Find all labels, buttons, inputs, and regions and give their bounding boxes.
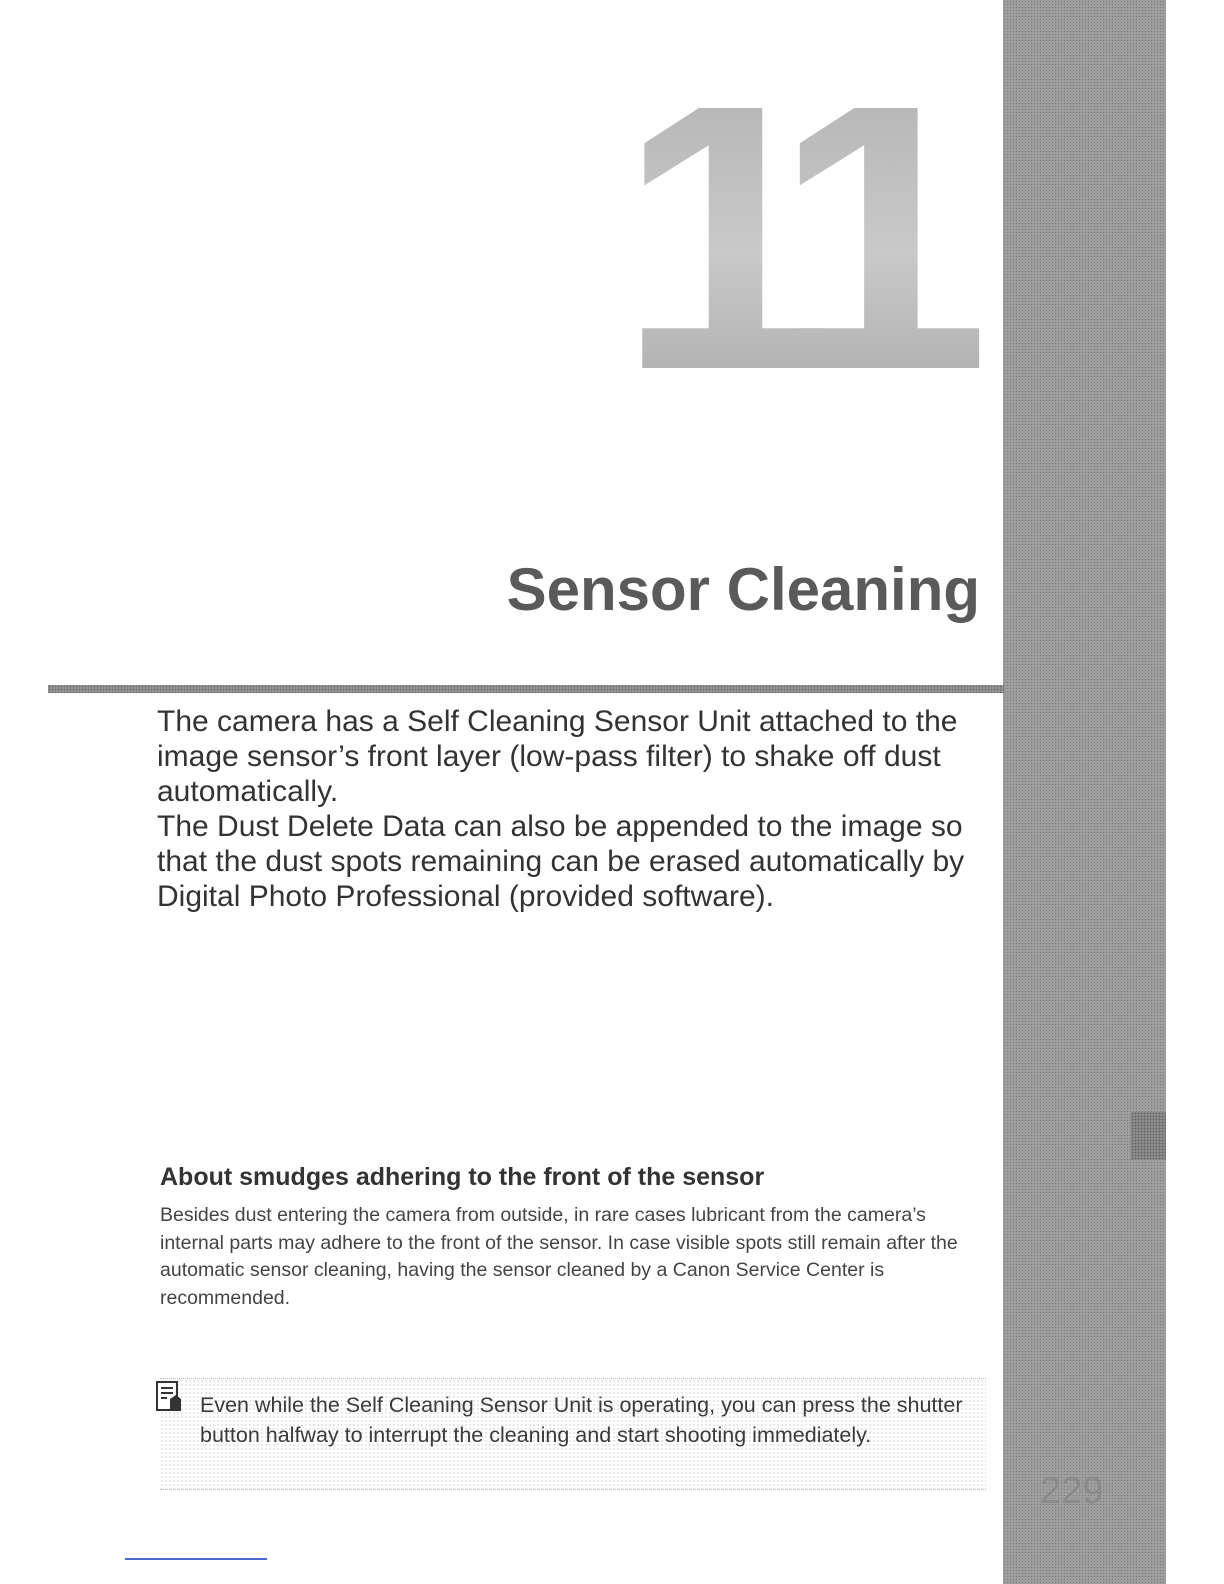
title-divider bbox=[48, 685, 1004, 693]
chapter-number: 11 bbox=[560, 108, 990, 428]
memo-box bbox=[160, 1378, 986, 1490]
note-body: Besides dust entering the camera from outside, in rare cases lubricant from the camera’s internal parts may adhere to the front of the sensor. In case visible spots still remain after the automatic sensor cleaning, having the sensor cleaned by a Canon Service Center is recommended. bbox=[160, 1204, 958, 1309]
chapter-title: Sensor Cleaning bbox=[506, 556, 980, 624]
intro-paragraph-2: The Dust Delete Data can also be appended to the image so that the dust spots remaining can be erased automatically by Digital Photo Professional (provided software). bbox=[157, 810, 965, 913]
chapter-tab-marker bbox=[1131, 1112, 1166, 1160]
memo-icon bbox=[156, 1381, 182, 1413]
intro-text bbox=[157, 704, 987, 914]
memo-text: Even while the Self Cleaning Sensor Unit is operating, you can press the shutter button halfway to interrupt the cleaning and start shooting immediately. bbox=[200, 1393, 963, 1447]
footer-link-rule bbox=[125, 1558, 267, 1560]
page-number: 229 bbox=[1040, 1470, 1104, 1512]
side-band bbox=[1003, 0, 1166, 1584]
intro-paragraph-1: The camera has a Self Cleaning Sensor Unit attached to the image sensor’s front layer (low-pass filter) to shake off dust automatically. bbox=[157, 705, 958, 808]
note-heading: About smudges adhering to the front of the sensor bbox=[160, 1163, 765, 1191]
